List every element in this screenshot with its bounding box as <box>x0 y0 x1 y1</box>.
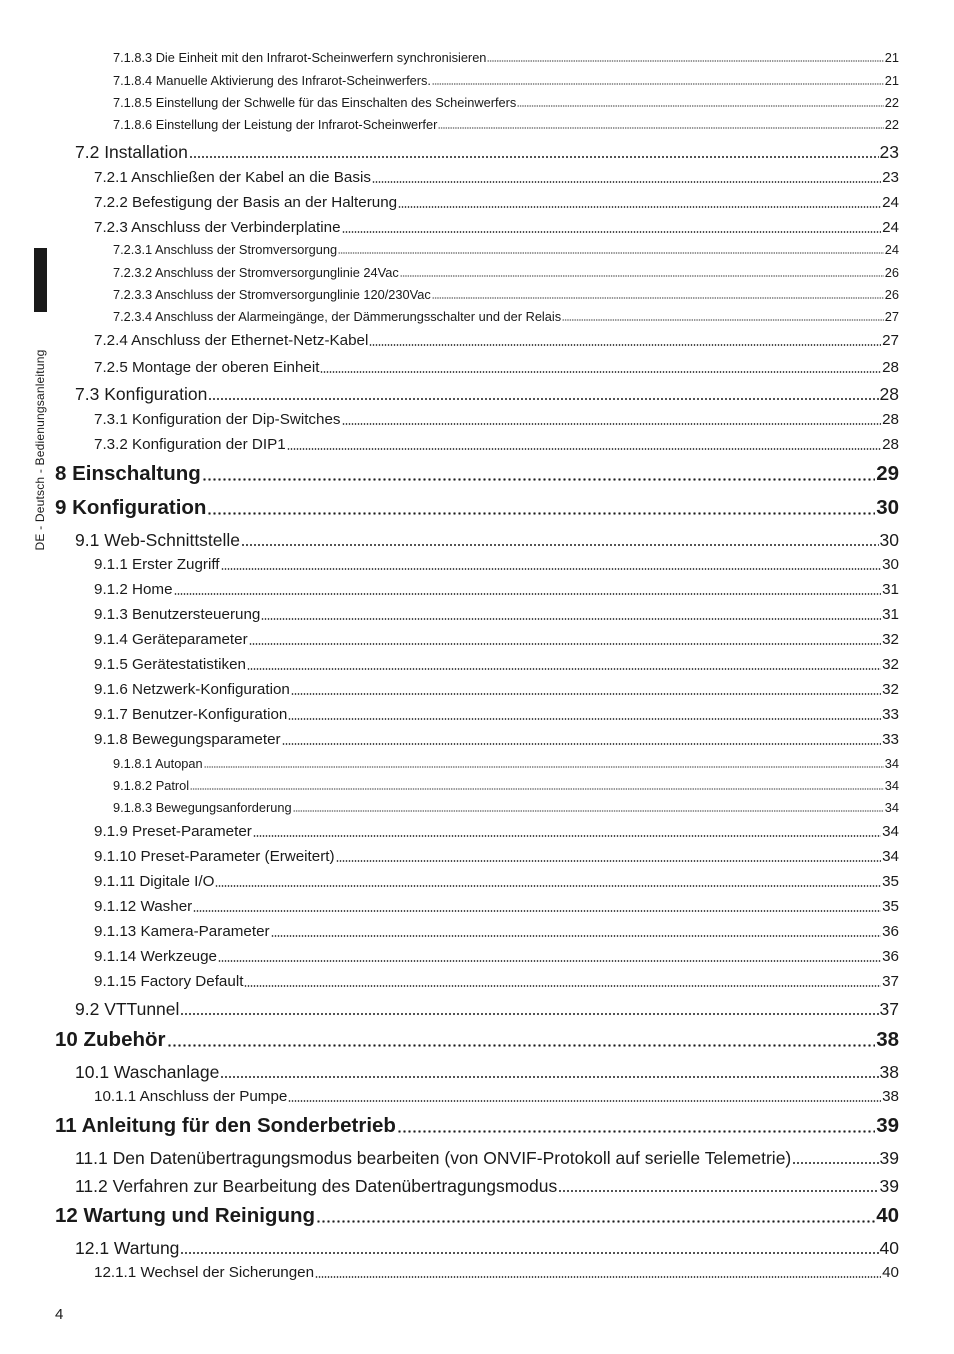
toc-leader-dots <box>792 1161 878 1165</box>
toc-leader-dots <box>372 180 881 184</box>
toc-entry-page: 30 <box>879 530 899 550</box>
toc-entry-label: 8 Einschaltung <box>55 462 201 485</box>
toc-entry-page: 21 <box>884 73 899 88</box>
toc-entry-label: 9.1.9 Preset-Parameter <box>94 823 252 840</box>
toc-entry[interactable] <box>75 1239 899 1258</box>
toc-entry-label: 7.2.3.4 Anschluss der Alarmeingänge, der Dämmerungsschalter und der Relais <box>113 309 562 324</box>
toc-leader-dots <box>369 343 881 347</box>
toc-entry-label: 9 Konfiguration <box>55 496 207 519</box>
toc-entry-page: 37 <box>882 973 899 990</box>
toc-entry-label: 7.2.5 Montage der oberen Einheit <box>94 359 320 376</box>
toc-leader-dots <box>189 155 879 159</box>
toc-entry[interactable] <box>94 1265 899 1282</box>
toc-leader-dots <box>271 934 882 938</box>
toc-entry-label: 7.2.4 Anschluss der Ethernet-Netz-Kabel <box>94 332 369 349</box>
toc-entry-page: 22 <box>884 117 899 132</box>
toc-entry[interactable] <box>94 170 899 187</box>
toc-leader-dots <box>432 296 884 300</box>
toc-entry-label: 9.1.12 Washer <box>94 898 193 915</box>
toc-entry-page: 40 <box>879 1238 899 1258</box>
toc-leader-dots <box>487 59 883 63</box>
toc-leader-dots <box>190 787 884 791</box>
toc-entry[interactable] <box>75 385 899 404</box>
toc-leader-dots <box>315 1275 881 1279</box>
toc-entry-page: 28 <box>882 359 899 376</box>
toc-entry[interactable] <box>113 801 899 815</box>
toc-entry-page: 35 <box>882 898 899 915</box>
toc-leader-dots <box>517 104 883 108</box>
toc-entry[interactable] <box>75 1000 899 1019</box>
toc-leader-dots <box>174 592 882 596</box>
toc-leader-dots <box>288 717 881 721</box>
toc-entry-label: 9.1.6 Netzwerk-Konfiguration <box>94 681 290 698</box>
toc-entry[interactable] <box>113 74 899 88</box>
toc-entry-page: 39 <box>879 1148 899 1168</box>
toc-entry[interactable] <box>75 1063 899 1082</box>
toc-entry-label: 7.1.8.4 Manuelle Aktivierung des Infrarot-Scheinwerfers. <box>113 73 431 88</box>
toc-entry-label: 7.2.1 Anschließen der Kabel an die Basis <box>94 169 371 186</box>
toc-entry-page: 38 <box>879 1062 899 1082</box>
toc-entry-label: 12.1 Wartung <box>75 1238 180 1258</box>
toc-leader-dots <box>336 859 882 863</box>
toc-entry-page: 34 <box>882 848 899 865</box>
toc-leader-dots <box>432 82 884 86</box>
toc-entry-label: 9.1.4 Geräteparameter <box>94 631 248 648</box>
toc-entry-page: 34 <box>884 778 899 793</box>
toc-entry-label: 9.1.8 Bewegungsparameter <box>94 731 281 748</box>
toc-leader-dots <box>282 742 882 746</box>
toc-entry-label: 9.1.5 Gerätestatistiken <box>94 656 246 673</box>
toc-leader-dots <box>342 422 882 426</box>
toc-entry[interactable] <box>94 582 899 599</box>
toc-entry[interactable] <box>94 974 899 991</box>
toc-entry[interactable] <box>94 707 899 724</box>
toc-entry[interactable] <box>94 1089 899 1106</box>
side-language-label: DE - Deutsch - Bedienungsanleitung <box>33 349 47 551</box>
toc-leader-dots <box>558 1189 878 1193</box>
toc-leader-dots <box>247 667 881 671</box>
toc-entry-label: 7.2.3.1 Anschluss der Stromversorgung <box>113 242 338 257</box>
toc-entry[interactable] <box>94 412 899 429</box>
toc-entry-page: 27 <box>882 332 899 349</box>
toc-entry-page: 24 <box>882 219 899 236</box>
page-number: 4 <box>55 1306 64 1323</box>
toc-entry[interactable] <box>55 463 899 486</box>
toc-entry-label: 7.2.3.2 Anschluss der Stromversorgunglinie 24Vac <box>113 265 399 280</box>
toc-entry-label: 7.3.2 Konfiguration der DIP1 <box>94 436 286 453</box>
toc-leader-dots <box>218 959 881 963</box>
toc-entry[interactable] <box>113 243 899 257</box>
toc-entry-label: 9.1.3 Benutzersteuerung <box>94 606 261 623</box>
toc-entry[interactable] <box>94 333 899 350</box>
toc-entry-page: 39 <box>876 1114 899 1137</box>
toc-entry-label: 9.1.2 Home <box>94 581 173 598</box>
toc-entry[interactable] <box>94 732 899 749</box>
toc-leader-dots <box>180 1012 878 1016</box>
toc-entry[interactable] <box>55 1115 899 1138</box>
toc-entry-page: 40 <box>882 1264 899 1281</box>
toc-entry-page: 32 <box>882 656 899 673</box>
toc-entry[interactable] <box>75 531 899 550</box>
toc-entry[interactable] <box>75 143 899 162</box>
toc-leader-dots <box>288 1099 881 1103</box>
toc-entry-page: 22 <box>884 95 899 110</box>
toc-entry-page: 27 <box>884 309 899 324</box>
toc-entry-label: 12.1.1 Wechsel der Sicherungen <box>94 1264 315 1281</box>
toc-entry-label: 11.1 Den Datenübertragungsmodus bearbeiten (von ONVIF-Protokoll auf serielle Telemetrie) <box>75 1148 792 1168</box>
toc-entry[interactable] <box>113 310 899 324</box>
toc-entry[interactable] <box>113 288 899 302</box>
toc-entry[interactable] <box>94 557 899 574</box>
toc-leader-dots <box>207 511 875 516</box>
toc-leader-dots <box>398 205 881 209</box>
toc-leader-dots <box>291 692 881 696</box>
toc-leader-dots <box>320 370 881 374</box>
toc-entry-page: 26 <box>884 265 899 280</box>
toc-entry[interactable] <box>94 924 899 941</box>
toc-leader-dots <box>180 1251 878 1255</box>
toc-leader-dots <box>215 884 881 888</box>
toc-entry-label: 10.1 Waschanlage <box>75 1062 220 1082</box>
toc-entry[interactable] <box>113 96 899 110</box>
toc-entry[interactable] <box>55 1029 899 1052</box>
toc-entry-label: 7.2.2 Befestigung der Basis an der Halterung <box>94 194 398 211</box>
toc-entry[interactable] <box>55 497 899 520</box>
toc-leader-dots <box>221 567 882 571</box>
toc-leader-dots <box>261 617 881 621</box>
toc-entry-page: 36 <box>882 923 899 940</box>
toc-entry-page: 35 <box>882 873 899 890</box>
toc-entry-page: 24 <box>882 194 899 211</box>
toc-leader-dots <box>562 318 884 322</box>
toc-entry-label: 7.2 Installation <box>75 142 188 162</box>
toc-entry-label: 7.2.3.3 Anschluss der Stromversorgunglinie 120/230Vac <box>113 287 431 302</box>
toc-leader-dots <box>342 230 882 234</box>
toc-entry[interactable] <box>94 220 899 237</box>
toc-leader-dots <box>202 477 875 482</box>
toc-entry-label: 11.2 Verfahren zur Bearbeitung des Datenübertragungsmodus <box>75 1176 558 1196</box>
toc-entry-label: 9.1.8.1 Autopan <box>113 756 203 771</box>
toc-entry[interactable] <box>94 824 899 841</box>
toc-entry[interactable] <box>75 1177 899 1196</box>
toc-entry-label: 9.1.7 Benutzer-Konfiguration <box>94 706 288 723</box>
toc-leader-dots <box>400 274 884 278</box>
toc-entry-label: 7.1.8.3 Die Einheit mit den Infrarot-Scheinwerfern synchronisieren <box>113 50 487 65</box>
toc-leader-dots <box>438 126 883 130</box>
toc-entry-label: 9.1.11 Digitale I/O <box>94 873 215 890</box>
toc-entry[interactable] <box>94 195 899 212</box>
toc-entry-page: 38 <box>882 1088 899 1105</box>
toc-entry-page: 39 <box>879 1176 899 1196</box>
toc-entry[interactable] <box>75 1149 899 1168</box>
toc-entry-label: 9.1.13 Kamera-Parameter <box>94 923 270 940</box>
toc-entry[interactable] <box>113 51 899 65</box>
toc-entry-label: 10 Zubehör <box>55 1028 166 1051</box>
toc-entry-page: 21 <box>884 50 899 65</box>
toc-entry-page: 36 <box>882 948 899 965</box>
toc-entry-label: 7.3.1 Konfiguration der Dip-Switches <box>94 411 341 428</box>
toc-entry-label: 11 Anleitung für den Sonderbetrieb <box>55 1114 396 1137</box>
toc-entry-page: 32 <box>882 631 899 648</box>
toc-entry-page: 26 <box>884 287 899 302</box>
toc-entry[interactable] <box>94 849 899 866</box>
toc-leader-dots <box>249 642 881 646</box>
toc-entry-page: 33 <box>882 706 899 723</box>
toc-entry-page: 31 <box>882 606 899 623</box>
toc-leader-dots <box>220 1075 878 1079</box>
toc-entry-page: 37 <box>879 999 899 1019</box>
toc-entry-page: 31 <box>882 581 899 598</box>
toc-entry-page: 28 <box>882 436 899 453</box>
toc-entry[interactable] <box>113 779 899 793</box>
toc-entry-page: 28 <box>882 411 899 428</box>
toc-entry-page: 28 <box>879 384 899 404</box>
toc-entry[interactable] <box>113 118 899 132</box>
toc-entry-page: 24 <box>884 242 899 257</box>
toc-entry[interactable] <box>94 437 899 454</box>
toc-entry-page: 23 <box>879 142 899 162</box>
toc-leader-dots <box>293 809 884 813</box>
toc-leader-dots <box>397 1129 875 1134</box>
toc-entry-label: 9.1.15 Factory Default <box>94 973 244 990</box>
toc-entry-label: 9.2 VTTunnel <box>75 999 180 1019</box>
toc-entry-label: 9.1.1 Erster Zugriff <box>94 556 220 573</box>
toc-entry-label: 9.1.10 Preset-Parameter (Erweitert) <box>94 848 335 865</box>
toc-leader-dots <box>167 1043 876 1048</box>
toc-entry-page: 32 <box>882 681 899 698</box>
toc-entry[interactable] <box>55 1205 899 1228</box>
toc-entry-label: 9.1.14 Werkzeuge <box>94 948 217 965</box>
toc-entry-page: 34 <box>884 756 899 771</box>
toc-entry[interactable] <box>94 657 899 674</box>
toc-leader-dots <box>338 251 884 255</box>
toc-leader-dots <box>204 765 884 769</box>
toc-entry-label: 9.1.8.3 Bewegungsanforderung <box>113 800 292 815</box>
toc-leader-dots <box>253 834 881 838</box>
toc-entry[interactable] <box>113 757 899 771</box>
toc-entry-page: 38 <box>876 1028 899 1051</box>
toc-leader-dots <box>244 984 881 988</box>
toc-leader-dots <box>287 447 881 451</box>
toc-entry[interactable] <box>94 949 899 966</box>
toc-entry[interactable] <box>94 682 899 699</box>
toc-entry[interactable] <box>94 360 899 377</box>
toc-entry-label: 7.2.3 Anschluss der Verbinderplatine <box>94 219 341 236</box>
toc-entry[interactable] <box>94 607 899 624</box>
toc-entry-label: 12 Wartung und Reinigung <box>55 1204 316 1227</box>
toc-leader-dots <box>208 397 878 401</box>
toc-entry-page: 34 <box>884 800 899 815</box>
toc-entry-page: 33 <box>882 731 899 748</box>
toc-entry-label: 10.1.1 Anschluss der Pumpe <box>94 1088 288 1105</box>
toc-entry[interactable] <box>94 874 899 891</box>
toc-entry-label: 9.1.8.2 Patrol <box>113 778 190 793</box>
toc-leader-dots <box>241 543 878 547</box>
toc-entry-page: 34 <box>882 823 899 840</box>
toc-leader-dots <box>193 909 881 913</box>
toc-entry-page: 23 <box>882 169 899 186</box>
toc-entry-page: 40 <box>876 1204 899 1227</box>
toc-entry-label: 7.3 Konfiguration <box>75 384 208 404</box>
toc-entry-page: 30 <box>876 496 899 519</box>
toc-entry-label: 9.1 Web-Schnittstelle <box>75 530 241 550</box>
toc-leader-dots <box>316 1219 875 1224</box>
toc-entry-page: 29 <box>876 462 899 485</box>
toc-entry[interactable] <box>94 632 899 649</box>
toc-entry[interactable] <box>113 266 899 280</box>
toc-entry-label: 7.1.8.5 Einstellung der Schwelle für das Einschalten des Scheinwerfers <box>113 95 517 110</box>
toc-entry-label: 7.1.8.6 Einstellung der Leistung der Infrarot-Scheinwerfer <box>113 117 438 132</box>
toc-entry[interactable] <box>94 899 899 916</box>
toc-entry-page: 30 <box>882 556 899 573</box>
